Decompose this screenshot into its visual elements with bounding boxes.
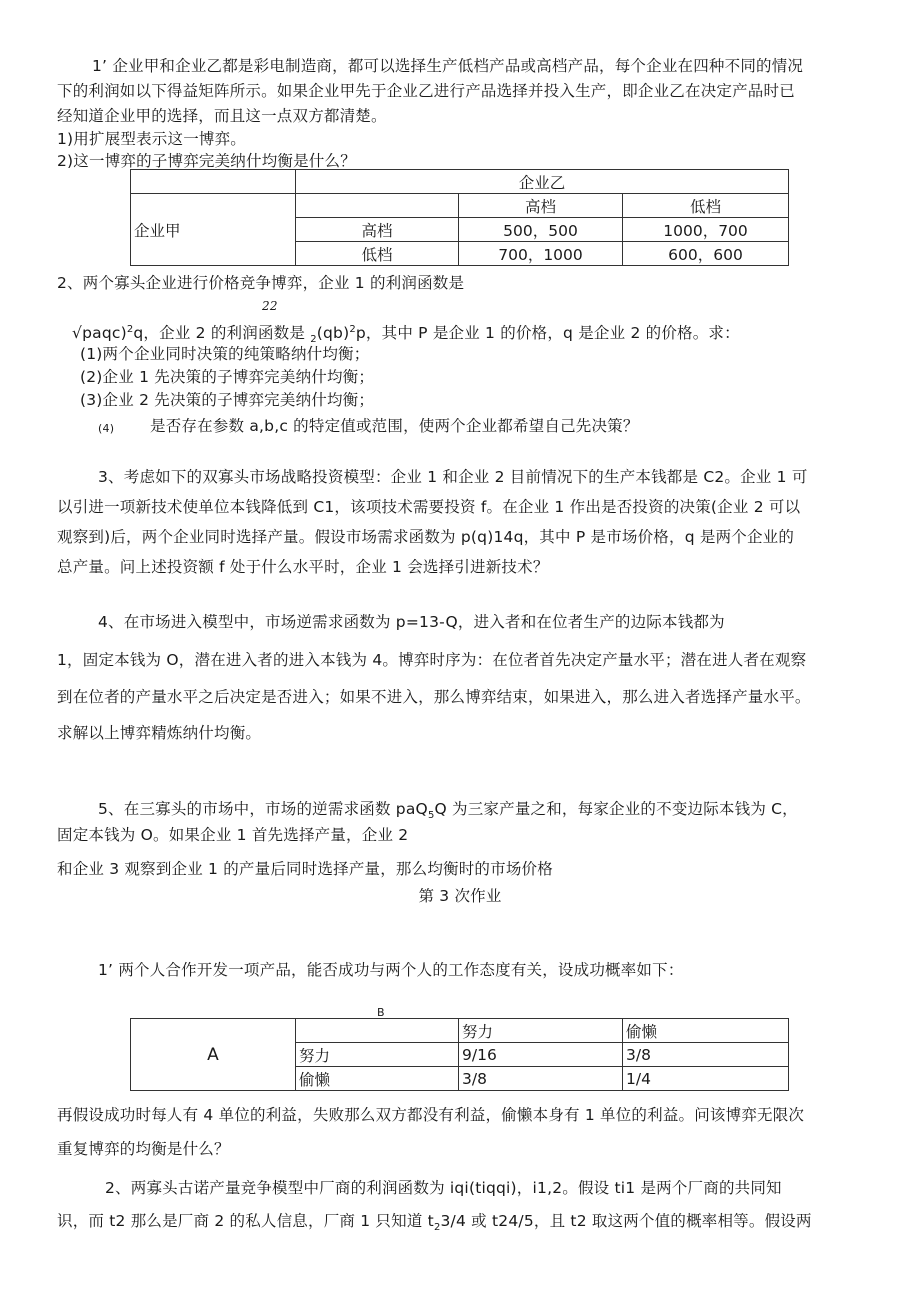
hw3-q2-line-1: 2、两寡头古诺产量竞争模型中厂商的利润函数为 iqi(tiqqi)，i1,2。假设 ti1 是两个厂商的共同知 xyxy=(105,1179,782,1197)
probability-cell: 3/8 xyxy=(623,1043,789,1067)
col-strategy-high: 高档 xyxy=(459,194,623,218)
hw2-q1-line-1: 1’ 企业甲和企业乙都是彩电制造商，都可以选择生产低档产品或高档产品，每个企业在四种不同的情况 xyxy=(92,57,804,75)
hw3-q2-line-2 xyxy=(57,1211,812,1238)
probability-table xyxy=(130,1018,789,1091)
hw3-q1-line-1: 1’ 两个人合作开发一项产品，能否成功与两个人的工作态度有关，设成功概率如下： xyxy=(98,961,684,979)
col-strategy-shirk: 偷懒 xyxy=(623,1019,789,1043)
formula-b-tail: p，其中 P 是企业 1 的价格，q 是企业 2 的价格。求： xyxy=(355,324,740,342)
hw2-q2-line-1: 2、两个寡头企业进行价格竞争博弈，企业 1 的利润函数是 xyxy=(57,274,465,292)
q2-line2-subscript: 2 xyxy=(433,1222,441,1233)
payoff-cell: 1000，700 xyxy=(623,218,789,242)
hw2-q2-item-4-label: (4) xyxy=(98,422,115,435)
col-strategy-effort: 努力 xyxy=(459,1019,623,1043)
hw2-q3-line-3: 观察到)后，两个企业同时选择产量。假设市场需求函数为 p(q)14q，其中 P 是市场价格，q 是两个企业的 xyxy=(57,528,795,546)
probability-cell: 9/16 xyxy=(459,1043,623,1067)
hw2-q4-line-1: 4、在市场进入模型中，市场逆需求函数为 p=13-Q，进入者和在位者生产的边际本钱都为 xyxy=(98,613,725,631)
row-strategy-effort: 努力 xyxy=(296,1043,459,1067)
hw2-q4-line-2: 1，固定本钱为 O，潜在进入者的进入本钱为 4。博弈时序为：在位者首先决定产量水平；潜在进人者在观察 xyxy=(57,651,807,669)
hw2-q1-sub-2: 2)这一博弈的子博弈完美纳什均衡是什么？ xyxy=(57,152,356,170)
hw2-q1-sub-1: 1)用扩展型表示这一博弈。 xyxy=(57,130,247,148)
q5-line1-a: 5、在三寡头的市场中，市场的逆需求函数 paQ xyxy=(98,800,428,818)
q2-line2-b: 3/4 或 t24/5，且 t2 取这两个值的概率相等。假设两 xyxy=(440,1212,812,1230)
probability-cell: 3/8 xyxy=(459,1067,623,1091)
hw2-q2-item-2: (2)企业 1 先决策的子博弈完美纳什均衡； xyxy=(80,368,375,386)
payoff-cell: 600，600 xyxy=(623,242,789,266)
hw2-q2-item-1: (1)两个企业同时决策的纯策略纳什均衡； xyxy=(80,345,370,363)
q5-line1-b: Q 为三家产量之和，每家企业的不变边际本钱为 C， xyxy=(434,800,798,818)
payoff-matrix-table xyxy=(130,169,789,266)
row-strategy-shirk: 偷懒 xyxy=(296,1067,459,1091)
hw2-q3-line-4: 总产量。问上述投资额 f 处于什么水平时，企业 1 会选择引进新技术？ xyxy=(57,558,549,576)
row-strategy-low: 低档 xyxy=(296,242,459,266)
formula-a-exponent: 2 xyxy=(126,324,134,335)
hw2-q5-line-2: 固定本钱为 O。如果企业 1 首先选择产量，企业 2 xyxy=(57,826,409,844)
hw3-q1-after-line-2: 重复博弈的均衡是什么？ xyxy=(57,1140,230,1158)
payoff-cell: 700，1000 xyxy=(459,242,623,266)
formula-a-tail: q，企业 2 的利润函数是 xyxy=(133,324,311,342)
homework-3-title: 第 3 次作业 xyxy=(418,887,502,905)
formula-b: (qb) xyxy=(316,324,350,342)
hw2-q1-line-3: 经知道企业甲的选择，而且这一点双方都清楚。 xyxy=(57,107,387,125)
hw2-q5-line-1 xyxy=(98,799,798,826)
q5-line1-subscript: 5 xyxy=(427,810,435,821)
col-strategy-low: 低档 xyxy=(623,194,789,218)
probability-cell: 1/4 xyxy=(623,1067,789,1091)
hw2-q4-line-4: 求解以上博弈精炼纳什均衡。 xyxy=(57,724,262,742)
strategy-corner-cell xyxy=(296,1019,459,1043)
col-player-header: 企业乙 xyxy=(296,170,789,194)
table-corner-cell xyxy=(131,170,296,194)
q2-line2-a: 识，而 t2 那么是厂商 2 的私人信息，厂商 1 只知道 t xyxy=(57,1212,434,1230)
row-player-label-a: A xyxy=(131,1019,296,1091)
formula-b-subscript: 2 xyxy=(310,334,317,345)
payoff-cell: 500，500 xyxy=(459,218,623,242)
hw2-q2-item-4-text: 是否存在参数 a,b,c 的特定值或范围，使两个企业都希望自己先决策？ xyxy=(150,417,639,435)
formula-b-exponent: 2 xyxy=(349,324,356,335)
hw2-q2-item-3: (3)企业 2 先决策的子博弈完美纳什均衡； xyxy=(80,391,375,409)
stray-superscript: 22 xyxy=(262,299,278,313)
hw2-q3-line-2: 以引进一项新技术使单位本钱降低到 C1，该项技术需要投资 f。在企业 1 作出是否投资的决策(企业 2 可以 xyxy=(57,498,801,516)
hw3-q1-after-line-1: 再假设成功时每人有 4 单位的利益，失败那么双方都没有利益，偷懒本身有 1 单位的利益。问该博弈无限次 xyxy=(57,1106,805,1124)
formula-a: √paqc) xyxy=(72,324,127,342)
hw2-q5-line-3: 和企业 3 观察到企业 1 的产量后同时选择产量，那么均衡时的市场价格 xyxy=(57,860,553,878)
hw2-q3-line-1: 3、考虑如下的双寡头市场战略投资模型：企业 1 和企业 2 目前情况下的生产本钱都是 C2。企业 1 可 xyxy=(98,468,808,486)
col-player-label-b: B xyxy=(377,1006,385,1019)
hw2-q4-line-3: 到在位者的产量水平之后决定是否进入；如果不进入，那么博弈结束，如果进入，那么进入者选择产量水平。 xyxy=(57,688,811,706)
row-player-header: 企业甲 xyxy=(131,194,296,266)
hw2-q1-line-2: 下的利润如以下得益矩阵所示。如果企业甲先于企业乙进行产品选择并投入生产，即企业乙在决定产品时已 xyxy=(57,82,795,100)
strategy-corner-cell xyxy=(296,194,459,218)
row-strategy-high: 高档 xyxy=(296,218,459,242)
